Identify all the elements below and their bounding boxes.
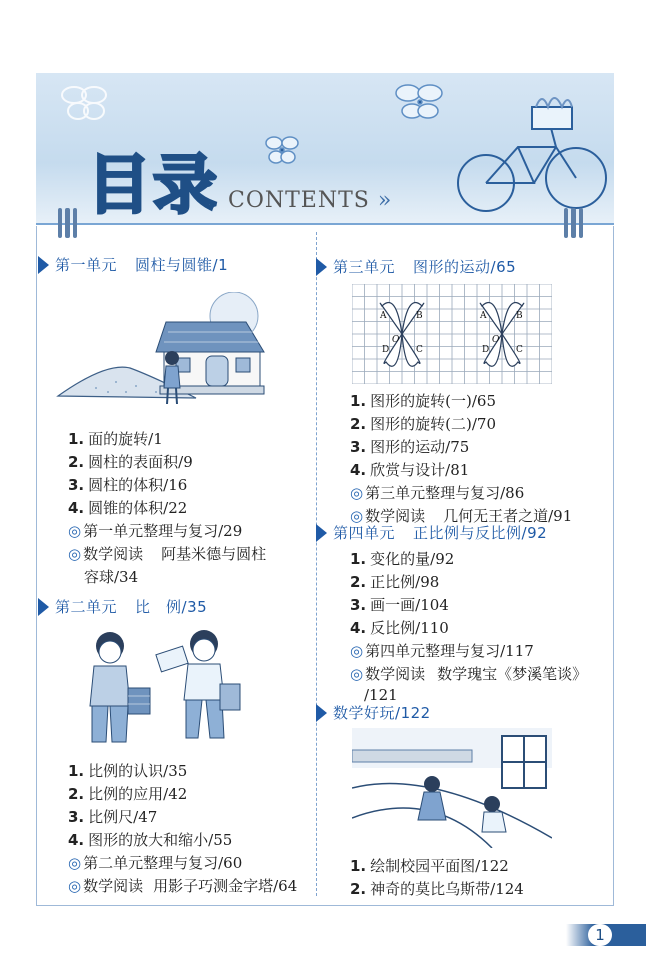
toc-entry[interactable]: 3. 图形的运动/75 bbox=[350, 438, 470, 456]
toc-entry[interactable]: 2. 正比例/98 bbox=[350, 573, 440, 591]
point-label-o: O bbox=[492, 335, 500, 345]
arrow-right-icon bbox=[38, 256, 49, 274]
point-label-o: O bbox=[392, 335, 400, 345]
point-label-b: B bbox=[516, 311, 523, 321]
toc-entry-reading-continued: /121 bbox=[364, 686, 398, 704]
unit-heading-2[interactable]: 第二单元 比 例 /35 bbox=[38, 596, 207, 617]
toc-entry[interactable]: 1. 图形的旋转(一)/65 bbox=[350, 392, 496, 410]
toc-entry-review[interactable]: ◎ 第四单元整理与复习/117 bbox=[350, 642, 534, 660]
toc-entry-review[interactable]: ◎ 第三单元整理与复习/86 bbox=[350, 484, 525, 502]
toc-entry[interactable]: 3. 画一画/104 bbox=[350, 596, 449, 614]
bullseye-icon: ◎ bbox=[68, 545, 82, 563]
page-number: 1 bbox=[588, 924, 612, 946]
toc-entry[interactable]: 2. 图形的旋转(二)/70 bbox=[350, 415, 496, 433]
flower-icon bbox=[266, 137, 298, 163]
bullseye-icon: ◎ bbox=[350, 665, 364, 683]
bicycle-icon bbox=[458, 98, 606, 211]
toc-entry-reading[interactable]: ◎ 数学阅读 几何无王者之道/91 bbox=[350, 507, 573, 525]
contents-label: CONTENTS bbox=[228, 188, 370, 213]
arrow-right-icon bbox=[316, 258, 327, 276]
page-title bbox=[86, 148, 220, 223]
unit-heading-fun[interactable]: 数学好玩 /122 bbox=[316, 702, 431, 723]
toc-entry[interactable]: 4. 反比例/110 bbox=[350, 619, 449, 637]
toc-entry[interactable]: 4. 图形的放大和缩小/55 bbox=[68, 831, 233, 849]
point-label-a: A bbox=[380, 311, 387, 321]
toc-entry-reading[interactable]: ◎ 数学阅读 阿基米德与圆柱 bbox=[68, 545, 267, 563]
bullseye-icon: ◎ bbox=[68, 522, 82, 540]
bullseye-icon: ◎ bbox=[350, 484, 364, 502]
toc-entry[interactable]: 2. 神奇的莫比乌斯带/124 bbox=[350, 880, 524, 898]
toc-entry-reading[interactable]: ◎ 数学阅读 用影子巧测金字塔/64 bbox=[68, 877, 298, 895]
contents-subtitle bbox=[228, 188, 392, 213]
point-label-c: C bbox=[416, 345, 423, 355]
arrow-right-icon bbox=[316, 704, 327, 722]
column-divider bbox=[316, 232, 317, 896]
unit-heading-1[interactable]: 第一单元 圆柱与圆锥 /1 bbox=[38, 254, 228, 275]
arrow-right-icon bbox=[316, 524, 327, 542]
point-label-d: D bbox=[482, 345, 490, 355]
toc-entry-review[interactable]: ◎ 第一单元整理与复习/29 bbox=[68, 522, 243, 540]
toc-entry[interactable]: 1. 绘制校园平面图/122 bbox=[350, 857, 509, 875]
chevron-right-icon: » bbox=[377, 188, 393, 213]
toc-entry[interactable]: 3. 圆柱的体积/16 bbox=[68, 476, 188, 494]
bullseye-icon: ◎ bbox=[350, 507, 364, 525]
toc-entry[interactable]: 4. 圆锥的体积/22 bbox=[68, 499, 188, 517]
toc-entry-reading-continued: 容球/34 bbox=[84, 568, 139, 586]
toc-entry-review[interactable]: ◎ 第二单元整理与复习/60 bbox=[68, 854, 243, 872]
toc-entry[interactable]: 2. 圆柱的表面积/9 bbox=[68, 453, 193, 471]
unit-heading-3[interactable]: 第三单元 图形的运动 /65 bbox=[316, 256, 516, 277]
toc-entry-reading[interactable]: ◎ 数学阅读 数学瑰宝《梦溪笔谈》 bbox=[350, 665, 588, 683]
toc-entry[interactable]: 1. 变化的量/92 bbox=[350, 550, 455, 568]
point-label-b: B bbox=[416, 311, 423, 321]
schoolyard-illustration bbox=[352, 728, 552, 848]
point-label-c: C bbox=[516, 345, 523, 355]
house-sandpile-illustration bbox=[56, 292, 272, 410]
bullseye-icon: ◎ bbox=[68, 854, 82, 872]
toc-entry[interactable]: 1. 面的旋转/1 bbox=[68, 430, 163, 448]
point-label-a: A bbox=[480, 311, 487, 321]
rotation-grid-figure bbox=[352, 284, 552, 384]
toc-entry[interactable]: 1. 比例的认识/35 bbox=[68, 762, 188, 780]
page-number-tab bbox=[566, 924, 646, 946]
toc-entry[interactable]: 3. 比例尺/47 bbox=[68, 808, 158, 826]
butterfly-icon bbox=[396, 85, 442, 118]
arrow-right-icon bbox=[38, 598, 49, 616]
toc-entry[interactable]: 2. 比例的应用/42 bbox=[68, 785, 188, 803]
toc-entry[interactable]: 4. 欣赏与设计/81 bbox=[350, 461, 470, 479]
bullseye-icon: ◎ bbox=[350, 642, 364, 660]
bullseye-icon: ◎ bbox=[68, 877, 82, 895]
flower-icon bbox=[62, 87, 106, 119]
point-label-d: D bbox=[382, 345, 390, 355]
unit-heading-4[interactable]: 第四单元 正比例与反比例 /92 bbox=[316, 522, 547, 543]
children-shopping-illustration bbox=[64, 630, 264, 752]
page-title-text: 目录 bbox=[87, 149, 219, 223]
